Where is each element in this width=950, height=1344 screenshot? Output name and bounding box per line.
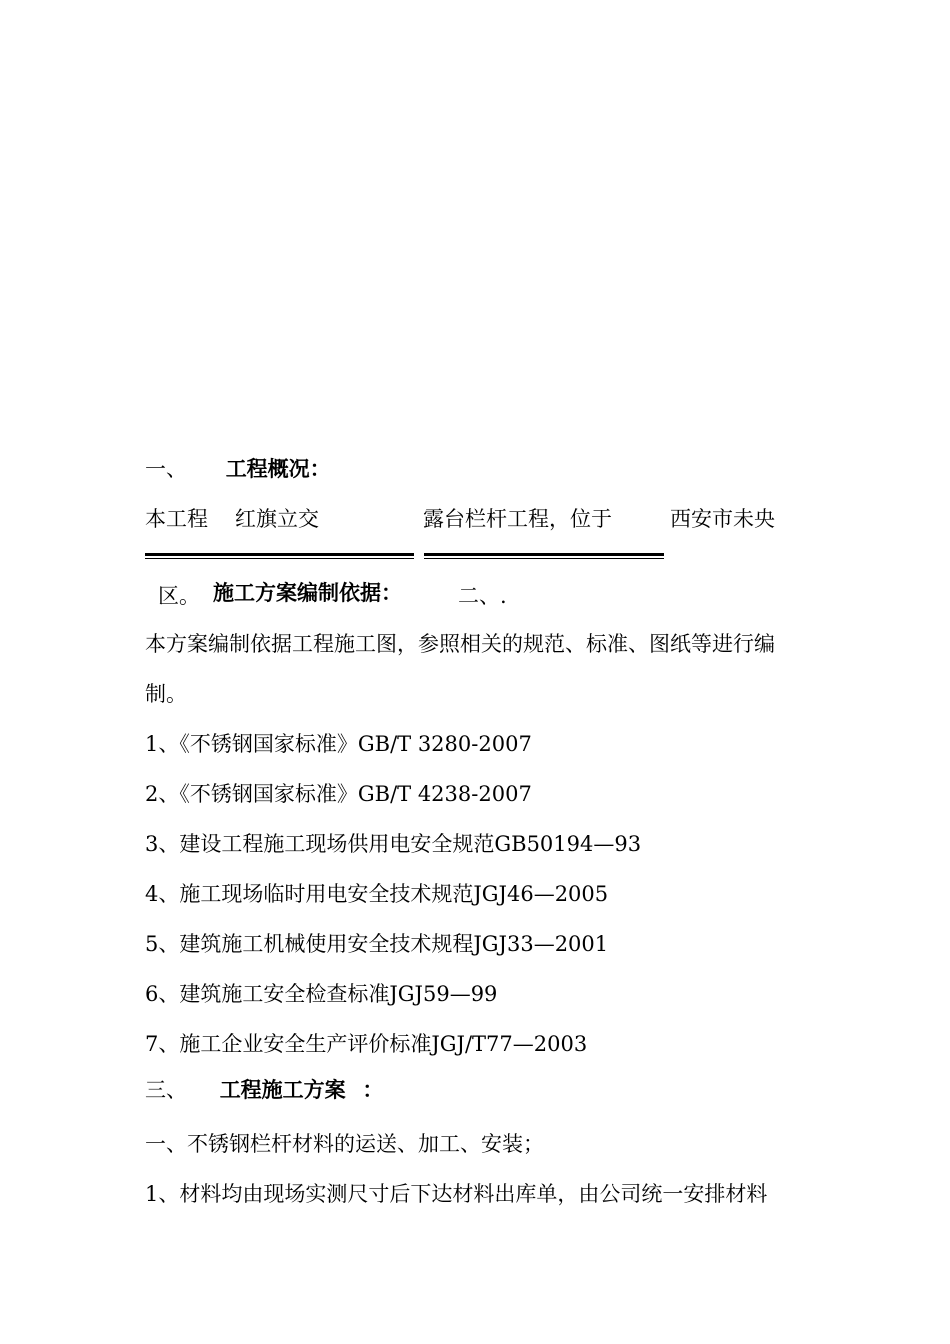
standard-item: 3、建设工程施工现场供用电安全规范GB50194—93 (145, 832, 642, 856)
basis-line-1: 本方案编制依据工程施工图，参照相关的规范、标准、图纸等进行编 (145, 632, 775, 656)
standard-item: 4、施工现场临时用电安全技术规范JGJ46—2005 (145, 882, 609, 906)
standard-item: 7、施工企业安全生产评价标准JGJ/T77—2003 (145, 1032, 588, 1056)
fill-in-underline-2 (424, 553, 664, 556)
section-2-number: 二、. (458, 584, 507, 608)
body-line: 一、不锈钢栏杆材料的运送、加工、安装； (145, 1132, 544, 1156)
section-3-colon: ： (362, 1078, 384, 1102)
section-3-title: 工程施工方案 (219, 1078, 346, 1102)
standard-item: 6、建筑施工安全检查标准JGJ59—99 (145, 982, 498, 1006)
section-2-title: 施工方案编制依据： (213, 581, 402, 605)
basis-line-2: 制。 (145, 682, 187, 706)
section-1-number: 一、 (145, 457, 187, 481)
section-3-number: 三、 (145, 1078, 187, 1102)
standard-item: 5、建筑施工机械使用安全技术规程JGJ33—2001 (145, 932, 609, 956)
body-line: 1、材料均由现场实测尺寸后下达材料出库单，由公司统一安排材料 (145, 1182, 768, 1206)
standard-item: 1、《不锈钢国家标准》GB/T 3280-2007 (145, 732, 532, 756)
section-1-heading (145, 459, 331, 480)
overview-part-a: 本工程 (145, 507, 208, 531)
fill-in-underline-1 (145, 553, 414, 556)
overview-part-d: 西安市未央 (670, 507, 775, 531)
overview-part-e: 区。 (158, 584, 200, 608)
section-1-title: 工程概况： (225, 457, 331, 481)
overview-part-b: 红旗立交 (235, 507, 319, 531)
overview-part-c: 露台栏杆工程，位于 (423, 507, 612, 531)
section-3-heading (145, 1080, 383, 1101)
standard-item: 2、《不锈钢国家标准》GB/T 4238-2007 (145, 782, 532, 806)
